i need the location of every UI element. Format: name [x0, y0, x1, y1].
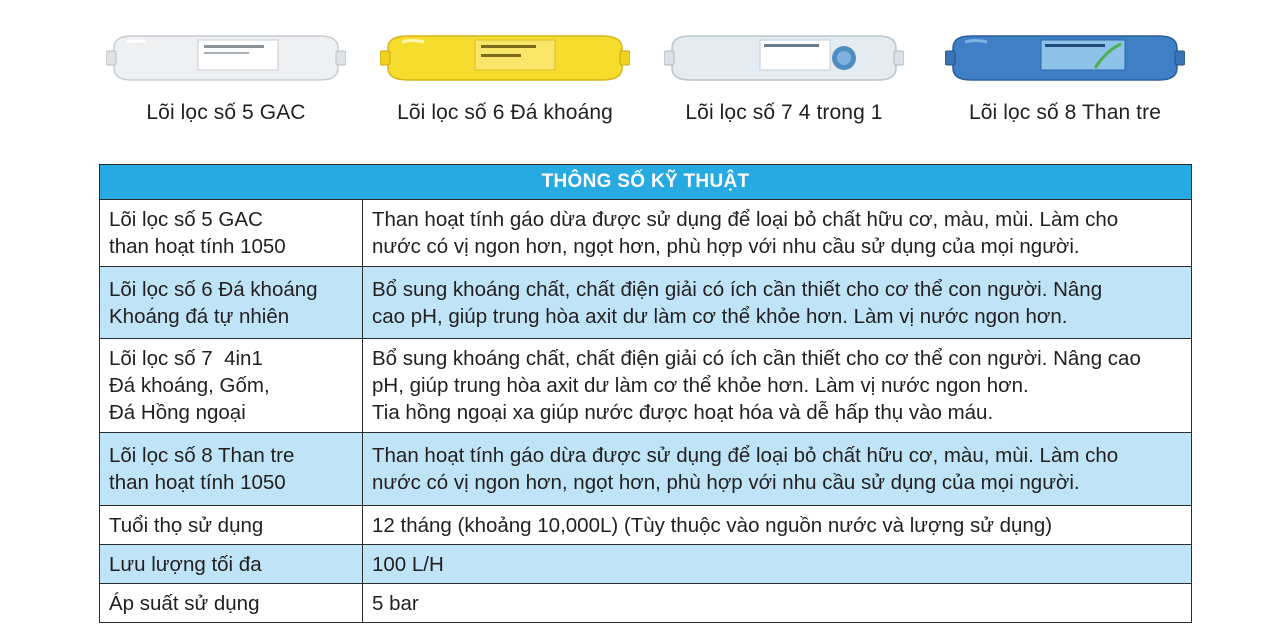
- spec-desc-cell: [363, 584, 1192, 623]
- filter-caption: Lõi lọc số 6 Đá khoáng: [397, 101, 613, 124]
- spec-name-line: Lưu lượng tối đa: [109, 552, 262, 576]
- spec-desc-line: Bổ sung khoáng chất, chất điện giải có ích cần thiết cho cơ thể con người. Nâng cao: [372, 347, 1141, 370]
- spec-desc-line: Tia hồng ngoại xa giúp nước được hoạt hóa và dễ hấp thụ vào máu.: [372, 401, 994, 424]
- spec-desc-line: Than hoạt tính gáo dừa được sử dụng để loại bỏ chất hữu cơ, màu, mùi. Làm cho: [372, 208, 1119, 231]
- spec-name-line: Lõi lọc số 5 GAC: [109, 208, 263, 231]
- table-row: [100, 433, 1192, 506]
- spec-desc-line: 100 L/H: [372, 552, 444, 576]
- spec-name-line: Lõi lọc số 7 4in1: [109, 347, 263, 370]
- spec-table: [99, 164, 1192, 623]
- spec-desc-line: cao pH, giúp trung hòa axit dư làm cơ thể khỏe hơn. Làm vị nước ngon hơn.: [372, 304, 1068, 328]
- spec-desc-line: nước có vị ngon hơn, ngọt hơn, phù hợp với nhu cầu sử dụng của mọi người.: [372, 471, 1080, 494]
- spec-name-line: Lõi lọc số 6 Đá khoáng: [109, 277, 318, 301]
- filter-caption: Lõi lọc số 5 GAC: [146, 101, 306, 124]
- spec-name-cell: [100, 584, 363, 623]
- spec-desc-line: Than hoạt tính gáo dừa được sử dụng để loại bỏ chất hữu cơ, màu, mùi. Làm cho: [372, 444, 1119, 467]
- filter-caption: Lõi lọc số 7 4 trong 1: [685, 101, 883, 124]
- spec-name-cell: [100, 200, 363, 267]
- spec-desc-line: 12 tháng (khoảng 10,000L) (Tùy thuộc vào nguồn nước và lượng sử dụng): [372, 513, 1053, 537]
- spec-desc-line: pH, giúp trung hòa axit dư làm cơ thể khỏe hơn. Làm vị nước ngon hơn.: [372, 374, 1029, 397]
- spec-name-line: Áp suất sử dụng: [109, 591, 260, 615]
- table-row: [100, 545, 1192, 584]
- spec-name-line: than hoạt tính 1050: [109, 235, 286, 258]
- spec-name-line: Tuổi thọ sử dụng: [109, 513, 264, 537]
- spec-name-line: Đá khoáng, Gốm,: [109, 374, 270, 397]
- spec-desc-cell: [363, 200, 1192, 267]
- light-blue-filter-cartridge-icon: [634, 28, 934, 88]
- filter-item-5: [76, 28, 376, 126]
- table-row: [100, 584, 1192, 623]
- spec-name-line: Đá Hồng ngoại: [109, 401, 246, 424]
- spec-desc-cell: [363, 339, 1192, 433]
- spec-desc-cell: [363, 545, 1192, 584]
- spec-desc-line: Bổ sung khoáng chất, chất điện giải có ích cần thiết cho cơ thể con người. Nâng: [372, 277, 1103, 301]
- spec-desc-cell: [363, 506, 1192, 545]
- filter-cartridge-gallery: [0, 0, 1271, 140]
- spec-desc-line: nước có vị ngon hơn, ngọt hơn, phù hợp với nhu cầu sử dụng của mọi người.: [372, 235, 1080, 258]
- white-filter-cartridge-icon: [76, 28, 376, 88]
- spec-name-cell: [100, 506, 363, 545]
- spec-name-cell: [100, 545, 363, 584]
- spec-name-cell: [100, 267, 363, 339]
- filter-caption: Lõi lọc số 8 Than tre: [969, 101, 1161, 124]
- table-row: [100, 339, 1192, 433]
- spec-name-line: than hoạt tính 1050: [109, 471, 286, 494]
- yellow-filter-cartridge-icon: [355, 28, 655, 88]
- filter-item-8: [915, 28, 1215, 126]
- table-row: [100, 200, 1192, 267]
- spec-name-cell: [100, 433, 363, 506]
- spec-desc-cell: [363, 267, 1192, 339]
- table-row: [100, 506, 1192, 545]
- spec-desc-cell: [363, 433, 1192, 506]
- spec-name-line: Lõi lọc số 8 Than tre: [109, 444, 295, 467]
- spec-name-line: Khoáng đá tự nhiên: [109, 304, 290, 328]
- filter-item-7: [634, 28, 934, 126]
- spec-table-title: THÔNG SỐ KỸ THUẬT: [100, 165, 1192, 200]
- filter-item-6: [355, 28, 655, 126]
- spec-name-cell: [100, 339, 363, 433]
- blue-filter-cartridge-icon: [915, 28, 1215, 88]
- spec-desc-line: 5 bar: [372, 591, 419, 615]
- table-row: [100, 267, 1192, 339]
